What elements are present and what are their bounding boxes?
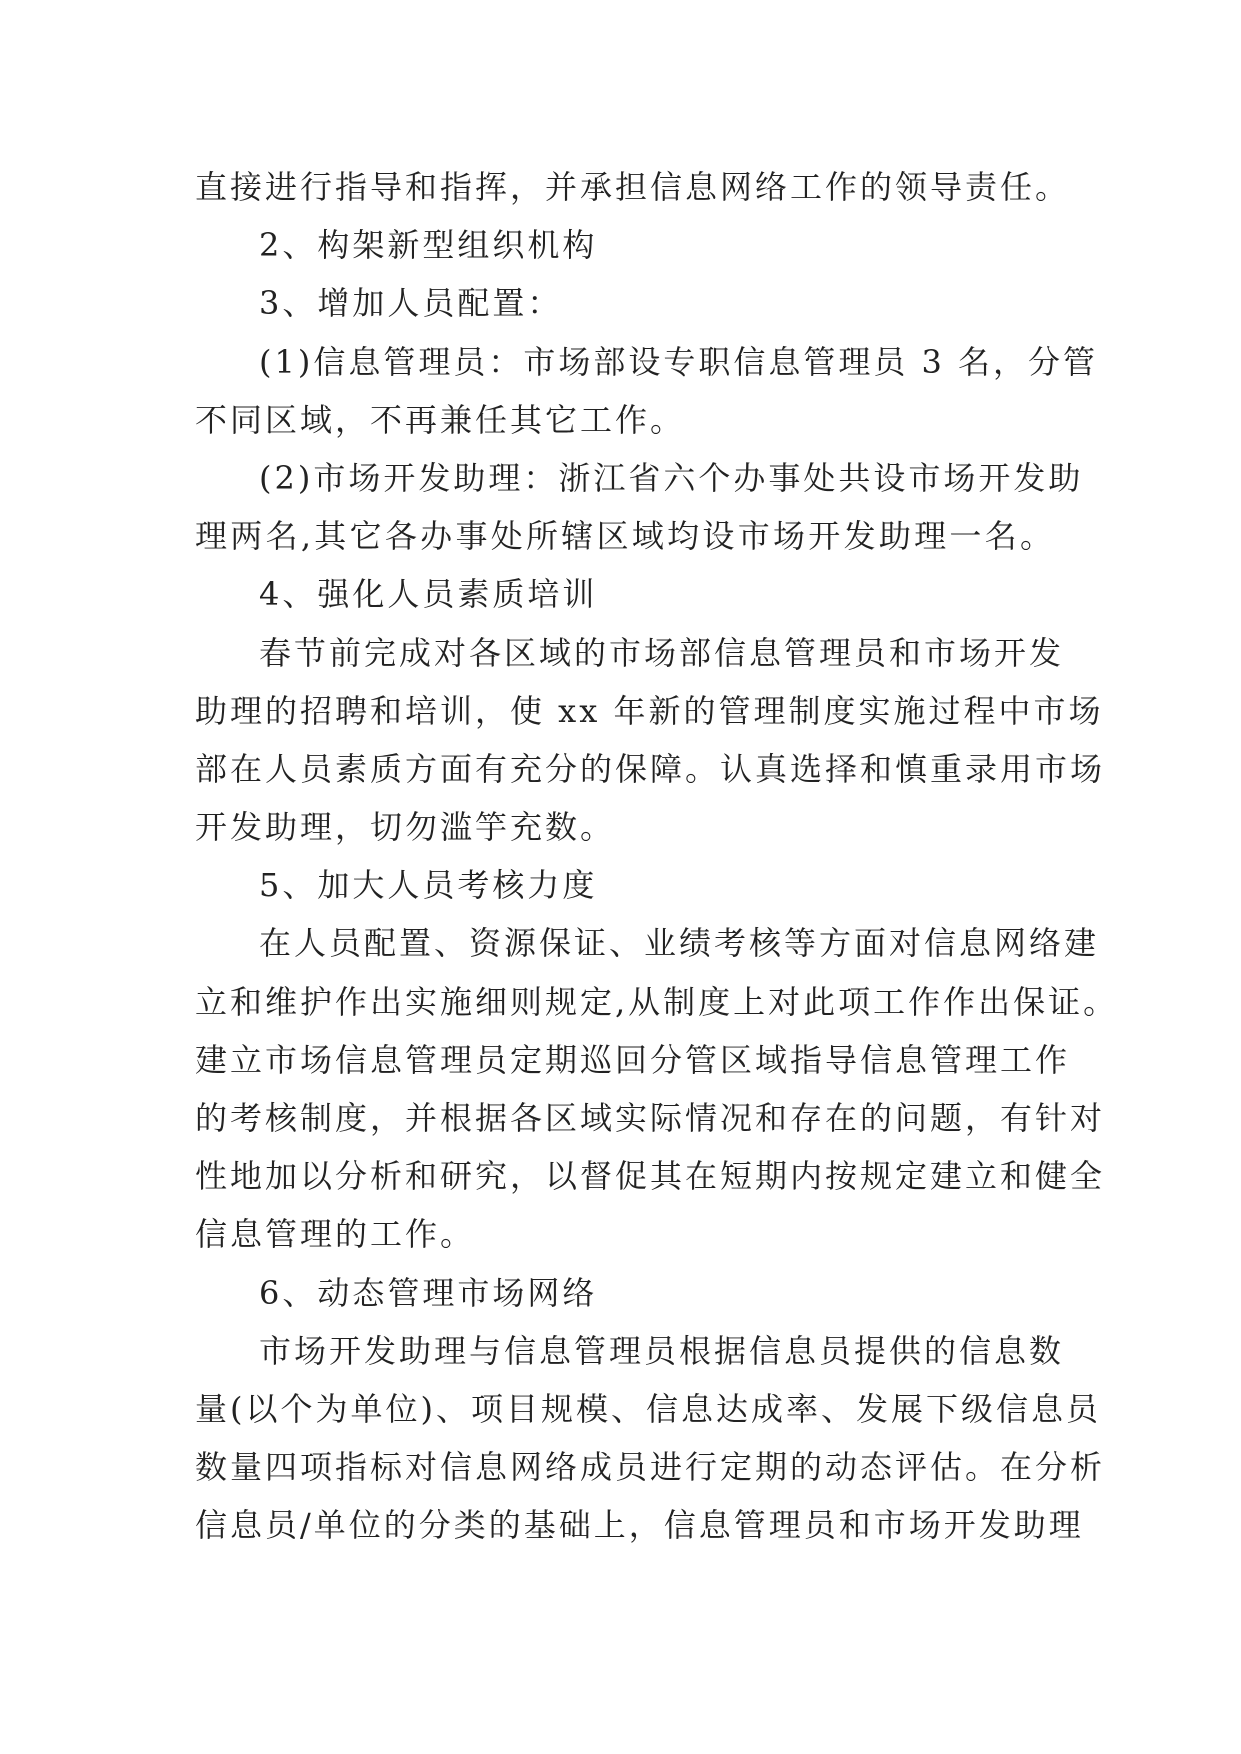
text-line: 部在人员素质方面有充分的保障。认真选择和慎重录用市场 (195, 749, 1106, 788)
text-line: 3、增加人员配置： (259, 284, 563, 323)
text-line: 6、动态管理市场网络 (259, 1273, 598, 1312)
text-line: 性地加以分析和研究，以督促其在短期内按规定建立和健全 (195, 1157, 1106, 1196)
text-line: 数量四项指标对信息网络成员进行定期的动态评估。在分析 (195, 1448, 1106, 1487)
text-line: 4、强化人员素质培训 (259, 575, 598, 614)
text-line: 建立市场信息管理员定期巡回分管区域指导信息管理工作 (195, 1040, 1071, 1079)
text-line: 理两名,其它各办事处所辖区域均设市场开发助理一名。 (195, 517, 1055, 556)
text-line: (2)市场开发助理：浙江省六个办事处共设市场开发助 (259, 458, 1084, 497)
text-line: 2、构架新型组织机构 (259, 226, 598, 265)
text-line: 信息管理的工作。 (195, 1215, 476, 1254)
text-line: 的考核制度，并根据各区域实际情况和存在的问题，有针对 (195, 1099, 1106, 1137)
text-line: 春节前完成对各区域的市场部信息管理员和市场开发 (259, 633, 1065, 672)
text-line: 市场开发助理与信息管理员根据信息员提供的信息数 (259, 1331, 1065, 1370)
text-line: 量(以个为单位)、项目规模、信息达成率、发展下级信息员 (195, 1389, 1101, 1428)
text-line: 信息员/单位的分类的基础上，信息管理员和市场开发助理 (195, 1506, 1084, 1545)
text-line: 助理的招聘和培训，使 xx 年新的管理制度实施过程中市场 (195, 691, 1104, 730)
text-line: (1)信息管理员：市场部设专职信息管理员 3 名，分管 (259, 342, 1099, 381)
text-line: 5、加大人员考核力度 (259, 866, 598, 905)
text-line: 开发助理，切勿滥竽充数。 (195, 808, 616, 847)
text-line: 立和维护作出实施细则规定,从制度上对此项工作作出保证。 (195, 982, 1119, 1021)
text-line: 不同区域，不再兼任其它工作。 (195, 400, 686, 439)
document-body (195, 158, 1119, 1555)
text-line: 在人员配置、资源保证、业绩考核等方面对信息网络建 (259, 924, 1100, 963)
text-line: 直接进行指导和指挥，并承担信息网络工作的领导责任。 (195, 168, 1071, 206)
